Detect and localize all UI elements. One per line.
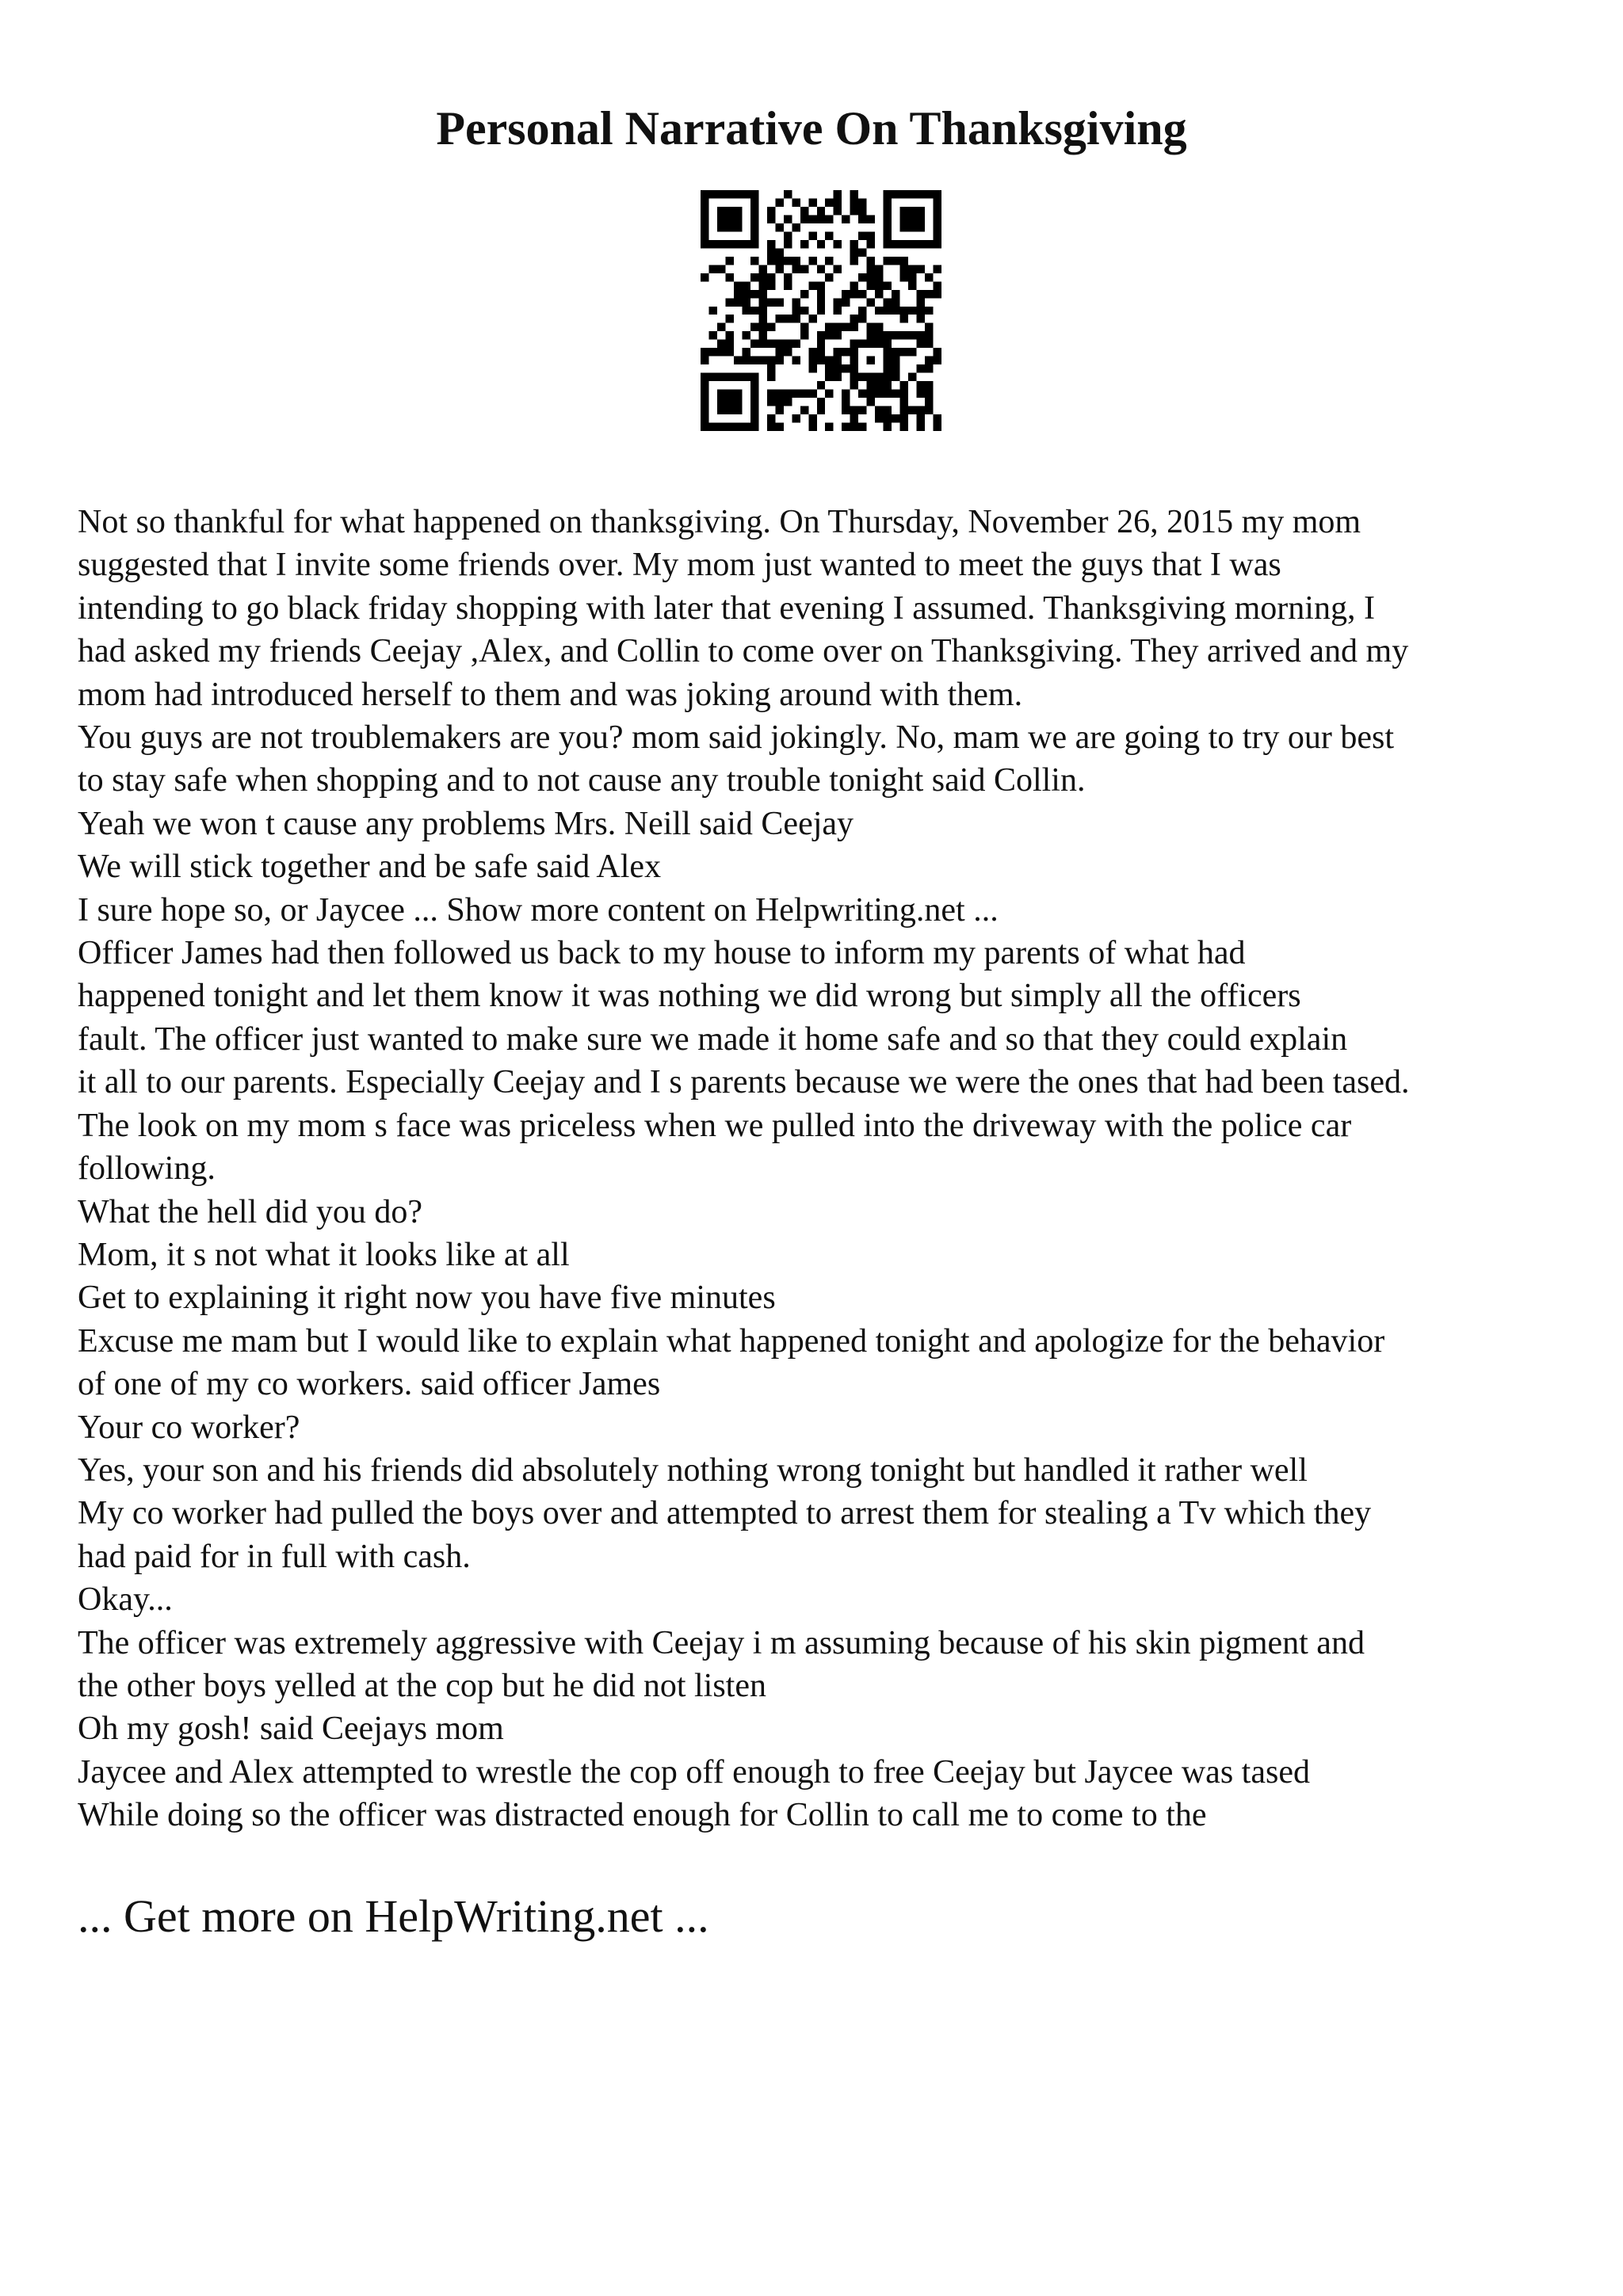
text-line: The officer was extremely aggressive with Ceejay i m assuming because of his skin pigment and xyxy=(78,1624,1365,1661)
text-line: had asked my friends Ceejay ,Alex, and Collin to come over on Thanksgiving. They arrived and my xyxy=(78,633,1409,670)
text-line: suggested that I invite some friends over. My mom just wanted to meet the guys that I was xyxy=(78,547,1281,584)
footer-link-text[interactable]: ... Get more on HelpWriting.net ... xyxy=(78,1890,709,1942)
text-line: the other boys yelled at the cop but he did not listen xyxy=(78,1667,766,1704)
qr-code-icon xyxy=(701,190,941,431)
text-line: Oh my gosh! said Ceejays mom xyxy=(78,1711,504,1748)
text-line: Jaycee and Alex attempted to wrestle the cop off enough to free Ceejay but Jaycee was tased xyxy=(78,1753,1310,1791)
text-line: mom had introduced herself to them and was joking around with them. xyxy=(78,676,1023,713)
text-line: Yes, your son and his friends did absolutely nothing wrong tonight but handled it rather well xyxy=(78,1451,1308,1489)
text-line: following. xyxy=(78,1150,216,1188)
text-line: intending to go black friday shopping with later that evening I assumed. Thanksgiving morning, I xyxy=(78,589,1375,627)
text-line: I sure hope so, or Jaycee ... Show more content on Helpwriting.net ... xyxy=(78,891,999,929)
text-line: Yeah we won t cause any problems Mrs. Neill said Ceejay xyxy=(78,805,854,842)
text-line: to stay safe when shopping and to not cause any trouble tonight said Collin. xyxy=(78,762,1086,799)
text-line: You guys are not troublemakers are you? mom said jokingly. No, mam we are going to try our best xyxy=(78,719,1395,757)
text-line: fault. The officer just wanted to make sure we made it home safe and so that they could explain xyxy=(78,1020,1348,1058)
text-line: it all to our parents. Especially Ceejay and I s parents because we were the ones that had been tased. xyxy=(78,1064,1410,1101)
text-line: had paid for in full with cash. xyxy=(78,1538,471,1575)
text-line: Get to explaining it right now you have five minutes xyxy=(78,1280,776,1317)
text-line: Not so thankful for what happened on thanksgiving. On Thursday, November 26, 2015 my mom xyxy=(78,504,1361,540)
text-line: My co worker had pulled the boys over and attempted to arrest them for stealing a Tv which they xyxy=(78,1495,1372,1532)
text-line: While doing so the officer was distracted enough for Collin to call me to come to the xyxy=(78,1797,1207,1834)
qr-code-graphic xyxy=(701,190,941,431)
text-line: We will stick together and be safe said Alex xyxy=(78,849,662,886)
document-title: Personal Narrative On Thanksgiving xyxy=(436,102,1187,154)
narrative-body xyxy=(78,501,1583,1837)
text-line: happened tonight and let them know it was nothing we did wrong but simply all the officers xyxy=(78,978,1301,1015)
text-line: of one of my co workers. said officer James xyxy=(78,1366,661,1403)
text-line: Officer James had then followed us back to my house to inform my parents of what had xyxy=(78,935,1246,972)
text-line: The look on my mom s face was priceless when we pulled into the driveway with the police car xyxy=(78,1107,1352,1144)
text-line: Your co worker? xyxy=(78,1409,300,1446)
text-line: Excuse me mam but I would like to explain what happened tonight and apologize for the behavior xyxy=(78,1322,1385,1360)
text-line: Okay... xyxy=(78,1581,173,1619)
text-line: What the hell did you do? xyxy=(78,1193,423,1230)
text-line: Mom, it s not what it looks like at all xyxy=(78,1236,570,1273)
